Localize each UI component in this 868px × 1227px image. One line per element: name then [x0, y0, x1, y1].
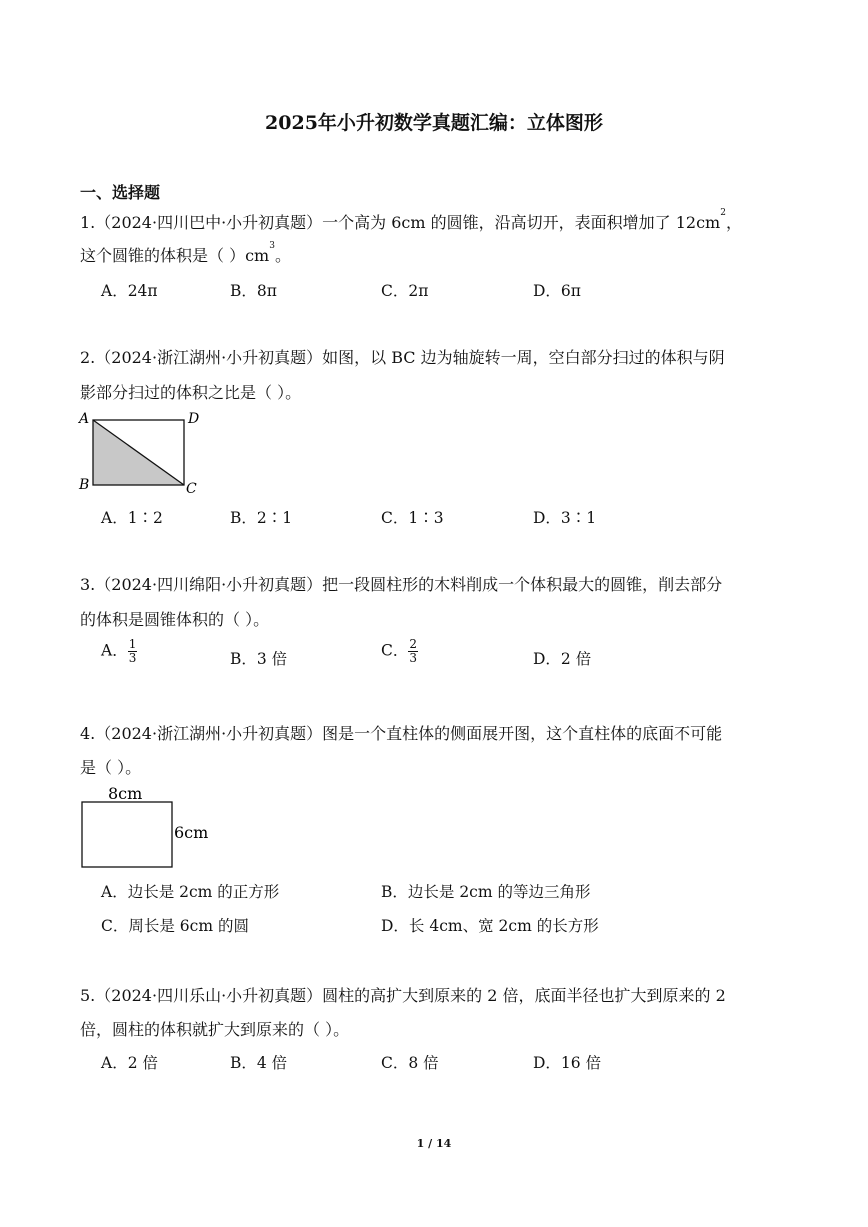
q3-fraction-two-thirds: [408, 638, 418, 665]
q3-frac-c-numerator: 2: [409, 637, 418, 651]
q1-option-a[interactable]: A．24π: [101, 282, 158, 300]
q4-label-top: 8cm: [108, 784, 143, 803]
q3-option-a[interactable]: [101, 638, 137, 665]
q1-sup-cubed: 3: [269, 241, 275, 251]
q1-option-c[interactable]: C．2π: [381, 282, 429, 300]
q3-option-a-prefix: A．: [101, 641, 128, 660]
q1-option-d[interactable]: D．6π: [533, 282, 581, 300]
q4-option-c[interactable]: C．周长是 6cm 的圆: [101, 917, 249, 935]
q2-option-a[interactable]: A．1∶2: [101, 509, 163, 527]
q3-line2: 的体积是圆锥体积的（ ）。: [80, 610, 270, 629]
q2-label-c: C: [186, 481, 197, 497]
section-heading: 一、选择题: [80, 183, 161, 202]
q2-option-d[interactable]: D．3∶1: [533, 509, 597, 527]
q5-option-b[interactable]: B．4 倍: [230, 1054, 288, 1072]
q1-line1-text: 1.（2024·四川巴中·小升初真题）一个高为 6cm 的圆锥，沿高切开，表面积增加了 12cm: [80, 213, 721, 232]
q1-sup-squared: 2: [720, 208, 726, 218]
q2-option-b[interactable]: B．2∶1: [230, 509, 293, 527]
q2-label-d: D: [188, 411, 200, 427]
q3-line1: 3.（2024·四川绵阳·小升初真题）把一段圆柱形的木料削成一个体积最大的圆锥，削去部分: [80, 575, 723, 594]
q3-option-c-prefix: C．: [381, 641, 409, 660]
q2-rectangle-figure: [74, 405, 209, 500]
q3-fraction-one-third: [128, 638, 138, 665]
q3-frac-a-numerator: 1: [128, 637, 137, 651]
page-number: 1 / 14: [416, 1137, 452, 1150]
q5-line1: 5.（2024·四川乐山·小升初真题）圆柱的高扩大到原来的 2 倍，底面半径也扩大到原来的 2: [80, 986, 726, 1005]
q4-rectangle-figure: [78, 780, 218, 872]
q5-option-d[interactable]: D．16 倍: [533, 1054, 602, 1072]
q4-rect-outline: [82, 802, 172, 867]
q3-option-c[interactable]: [381, 638, 418, 665]
q1-line2: [80, 243, 291, 266]
page-title: 2025年小升初数学真题汇编：立体图形: [265, 112, 603, 134]
q3-option-b[interactable]: B．3 倍: [230, 650, 288, 668]
q1-option-b[interactable]: B．8π: [230, 282, 277, 300]
q2-label-b: B: [79, 477, 90, 493]
q5-line2: 倍，圆柱的体积就扩大到原来的（ ）。: [80, 1020, 350, 1039]
q1-line2-end: 。: [274, 246, 291, 265]
q4-option-d[interactable]: D．长 4cm、宽 2cm 的长方形: [381, 917, 599, 935]
q4-line1: 4.（2024·浙江湖州·小升初真题）图是一个直柱体的侧面展开图，这个直柱体的底面不可能: [80, 724, 723, 743]
q4-option-b[interactable]: B．边长是 2cm 的等边三角形: [381, 883, 591, 901]
q1-line1: [80, 210, 742, 233]
q4-line2: 是（ ）。: [80, 758, 142, 777]
q3-option-d[interactable]: D．2 倍: [533, 650, 592, 668]
q2-option-c[interactable]: C．1∶3: [381, 509, 444, 527]
q2-line1: 2.（2024·浙江湖州·小升初真题）如图，以 BC 边为轴旋转一周，空白部分扫过的体积与阴: [80, 348, 725, 367]
q5-option-a[interactable]: A．2 倍: [101, 1054, 158, 1072]
q3-frac-c-denominator: 3: [409, 651, 418, 665]
q4-option-a[interactable]: A．边长是 2cm 的正方形: [101, 883, 280, 901]
q1-line1-end: ，: [725, 213, 742, 232]
q2-label-a: A: [79, 411, 90, 427]
q5-option-c[interactable]: C．8 倍: [381, 1054, 439, 1072]
q4-label-side: 6cm: [174, 823, 209, 842]
q2-line2: 影部分扫过的体积之比是（ ）。: [80, 383, 302, 402]
q1-line2-text: 这个圆锥的体积是（ ）cm: [80, 246, 270, 265]
q3-frac-a-denominator: 3: [128, 651, 137, 665]
